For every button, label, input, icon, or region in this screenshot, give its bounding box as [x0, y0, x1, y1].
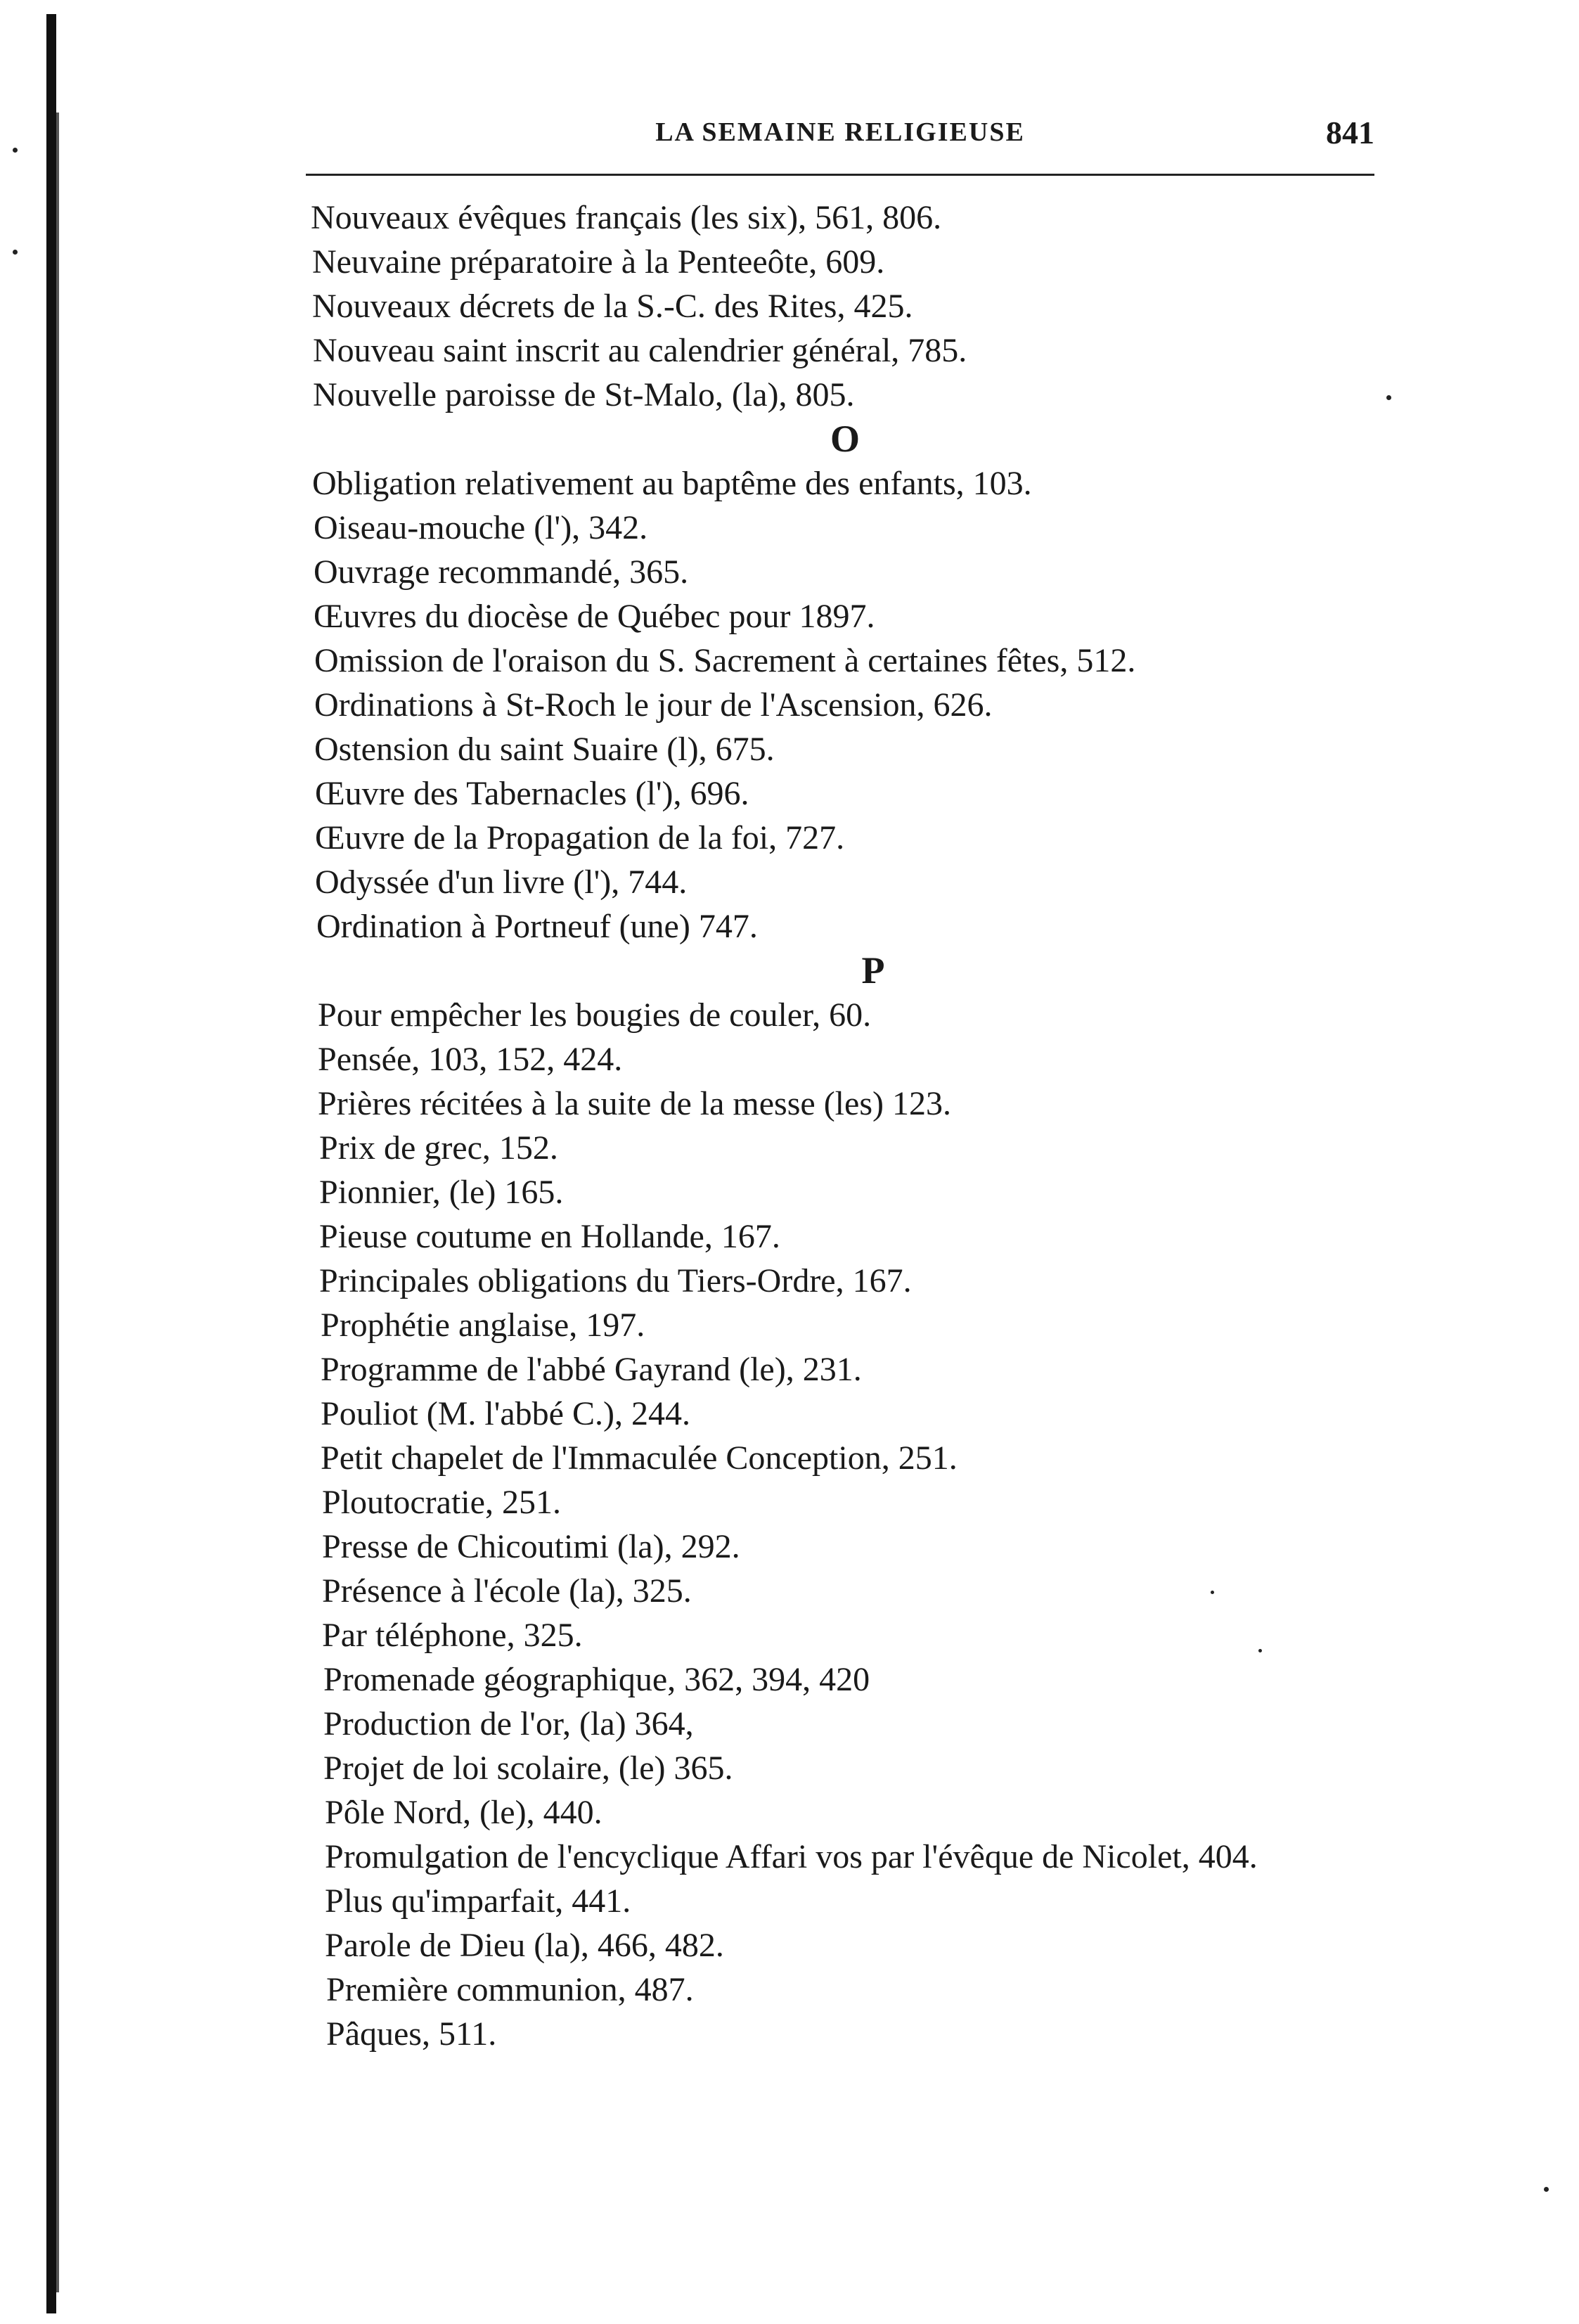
index-entry: Nouveaux décrets de la S.-C. des Rites, 425. — [312, 288, 913, 325]
index-entry: Prix de grec, 152. — [319, 1129, 558, 1167]
index-entry: Petit chapelet de l'Immaculée Conception, 251. — [321, 1439, 958, 1477]
index-entry: Presse de Chicoutimi (la), 292. — [322, 1528, 740, 1565]
section-letter-p: P — [861, 949, 885, 991]
index-entry: Programme de l'abbé Gayrand (le), 231. — [321, 1351, 862, 1388]
index-entry: Plus qu'imparfait, 441. — [325, 1882, 631, 1920]
binding-shadow — [56, 113, 59, 2292]
section-letter-o: O — [830, 418, 860, 460]
index-entry: Neuvaine préparatoire à la Penteeôte, 609. — [312, 243, 885, 281]
index-entry: Pâques, 511. — [326, 2015, 497, 2053]
index-entry: Ploutocratie, 251. — [322, 1484, 561, 1521]
index-entry: Pôle Nord, (le), 440. — [325, 1794, 602, 1831]
index-entry: Pour empêcher les bougies de couler, 60. — [318, 996, 872, 1034]
index-list — [311, 195, 1450, 2056]
index-entry: Ordinations à St-Roch le jour de l'Ascension, 626. — [314, 686, 993, 724]
page-number: 841 — [1326, 115, 1374, 150]
scan-speck — [1386, 395, 1391, 400]
index-entry: Nouvelle paroisse de St-Malo, (la), 805. — [313, 376, 855, 413]
index-entry: Nouveau saint inscrit au calendrier général, 785. — [313, 332, 967, 369]
index-entry: Œuvres du diocèse de Québec pour 1897. — [314, 598, 875, 635]
scan-speck — [1258, 1649, 1262, 1652]
index-entry: Oiseau-mouche (l'), 342. — [314, 509, 648, 546]
index-entry: Ordination à Portneuf (une) 747. — [316, 908, 758, 945]
index-entry: Prières récitées à la suite de la messe (les) 123. — [318, 1085, 951, 1122]
index-entry: Obligation relativement au baptême des enfants, 103. — [312, 465, 1032, 502]
index-entry: Présence à l'école (la), 325. — [322, 1572, 692, 1610]
index-entry: Pensée, 103, 152, 424. — [318, 1041, 623, 1078]
index-entry: Production de l'or, (la) 364, — [323, 1705, 694, 1742]
index-entry: Promulgation de l'encyclique Affari vos par l'évêque de Nicolet, 404. — [325, 1838, 1258, 1875]
index-entry: Promenade géographique, 362, 394, 420 — [323, 1661, 870, 1698]
index-entry: Projet de loi scolaire, (le) 365. — [323, 1750, 733, 1787]
index-entry: Ostension du saint Suaire (l), 675. — [314, 731, 775, 768]
scan-speck — [13, 148, 18, 153]
index-entry: Œuvre de la Propagation de la foi, 727. — [315, 819, 845, 856]
scan-speck — [13, 250, 18, 255]
index-entry: Première communion, 487. — [326, 1971, 694, 2008]
index-entry: Ouvrage recommandé, 365. — [314, 553, 689, 591]
index-entry: Omission de l'oraison du S. Sacrement à certaines fêtes, 512. — [314, 642, 1136, 679]
index-entry: Pieuse coutume en Hollande, 167. — [319, 1218, 780, 1255]
index-entry: Nouveaux évêques français (les six), 561, 806. — [311, 199, 942, 236]
index-entry: Parole de Dieu (la), 466, 482. — [325, 1927, 724, 1964]
index-entry: Pionnier, (le) 165. — [319, 1174, 564, 1211]
index-entry: Par téléphone, 325. — [322, 1617, 583, 1654]
header-rule — [306, 174, 1374, 176]
scan-speck — [1211, 1591, 1214, 1594]
index-entry: Principales obligations du Tiers-Ordre, 167. — [319, 1262, 912, 1299]
index-entry: Prophétie anglaise, 197. — [321, 1307, 645, 1344]
index-entry: Œuvre des Tabernacles (l'), 696. — [315, 775, 749, 812]
binding-edge — [46, 14, 56, 2313]
running-title: LA SEMAINE RELIGIEUSE — [655, 117, 1025, 147]
running-head — [306, 114, 1374, 156]
index-entry: Odyssée d'un livre (l'), 744. — [315, 864, 688, 901]
scan-speck — [1544, 2187, 1549, 2192]
index-entry: Pouliot (M. l'abbé C.), 244. — [321, 1395, 690, 1432]
